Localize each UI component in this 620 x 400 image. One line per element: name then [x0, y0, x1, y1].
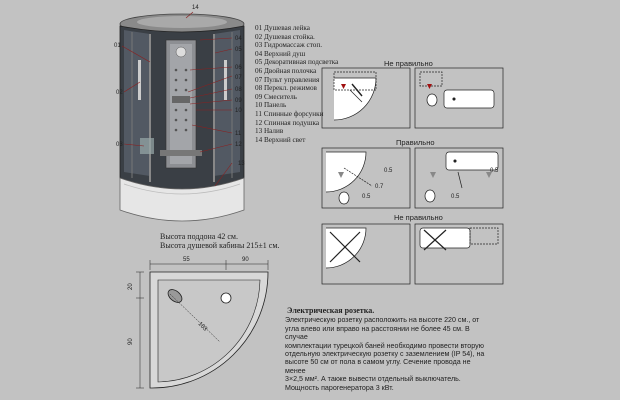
cabin-height-text: Высота душевой кабины 215±1 см.	[160, 241, 280, 250]
rule-right	[322, 148, 503, 208]
dim-90-side: 90	[128, 338, 134, 345]
dist-05-c: 0.5	[490, 168, 499, 174]
callout-07: 07	[235, 75, 242, 81]
electrical-line: отдельную электрическую розетку с заземлением (IP 54), на	[285, 350, 485, 359]
electrical-line: Мощность парогенератора 3 кВт.	[285, 383, 394, 392]
legend-item: 08 Перекл. режимов	[255, 84, 317, 93]
callout-09: 09	[235, 98, 242, 104]
electrical-line: Электрическую розетку расположить на высоте 220 см., от	[285, 316, 480, 325]
legend-item: 09 Смеситель	[255, 92, 297, 101]
label-right: Правильно	[396, 138, 435, 147]
dim-90-top: 90	[242, 257, 249, 263]
legend-item: 04 Верхний душ	[255, 49, 306, 58]
callout-12: 12	[235, 142, 242, 148]
legend-item: 13 Налив	[255, 127, 284, 136]
electrical-outlet-title: Электрическая розетка.	[287, 306, 375, 315]
electrical-line: угла влево или вправо на расстоянии не более 45 см. В случае	[285, 324, 470, 342]
callout-05: 05	[235, 47, 242, 53]
dim-55: 55	[183, 257, 190, 263]
callout-08: 08	[235, 87, 242, 93]
dim-103: 103	[196, 321, 208, 333]
electrical-line: 3×2,5 мм². А также вывести отдельный выключатель.	[285, 375, 461, 384]
legend-item: 12 Спинная подушка	[255, 118, 320, 127]
callout-04: 04	[235, 36, 242, 42]
legend-item: 07 Пульт управления	[255, 75, 320, 84]
legend-item: 05 Декоративная подсветка	[255, 58, 339, 67]
callout-14: 14	[192, 5, 199, 11]
label-wrong-2: Не правильно	[394, 213, 443, 222]
rule-wrong-2	[322, 224, 503, 284]
shower-cabin-illustration	[120, 14, 244, 221]
callout-03: 03	[116, 142, 123, 148]
dist-07: 0.7	[375, 184, 384, 190]
electrical-line: комплектации турецкой баней необходимо провести вторую	[285, 341, 484, 350]
legend-item: 10 Панель	[255, 101, 287, 110]
callout-01: 01	[114, 43, 121, 49]
legend-item: 06 Двойная полочка	[255, 66, 317, 75]
legend-item: 14 Верхний свет	[255, 135, 306, 144]
callout-11: 11	[235, 131, 242, 137]
cabin-dimensions-note	[160, 232, 279, 250]
dist-05-a: 0.5	[384, 168, 393, 174]
dim-20: 20	[128, 283, 134, 290]
dist-05-b: 0.5	[362, 194, 371, 200]
rule-wrong-1	[322, 68, 503, 128]
parts-legend	[255, 24, 338, 144]
legend-item: 02 Душевая стойка.	[255, 32, 315, 41]
tray-height-text: Высота поддона 42 см.	[160, 232, 238, 241]
callout-02: 02	[116, 90, 123, 96]
label-wrong-1: Не правильно	[384, 59, 433, 68]
legend-item: 03 Гидромассаж стоп.	[255, 41, 323, 50]
electrical-line: высоте 50 см от пола в самом углу. Сечение провода не менее	[285, 358, 471, 375]
callout-13: 13	[238, 161, 245, 167]
legend-item: 11 Спинные форсунки	[255, 109, 324, 118]
dist-05-d: 0.5	[451, 194, 460, 200]
callout-06: 06	[235, 65, 242, 71]
callout-10: 10	[235, 108, 242, 114]
electrical-outlet-note	[285, 307, 485, 392]
legend-item: 01 Душевая лейка	[255, 24, 310, 32]
